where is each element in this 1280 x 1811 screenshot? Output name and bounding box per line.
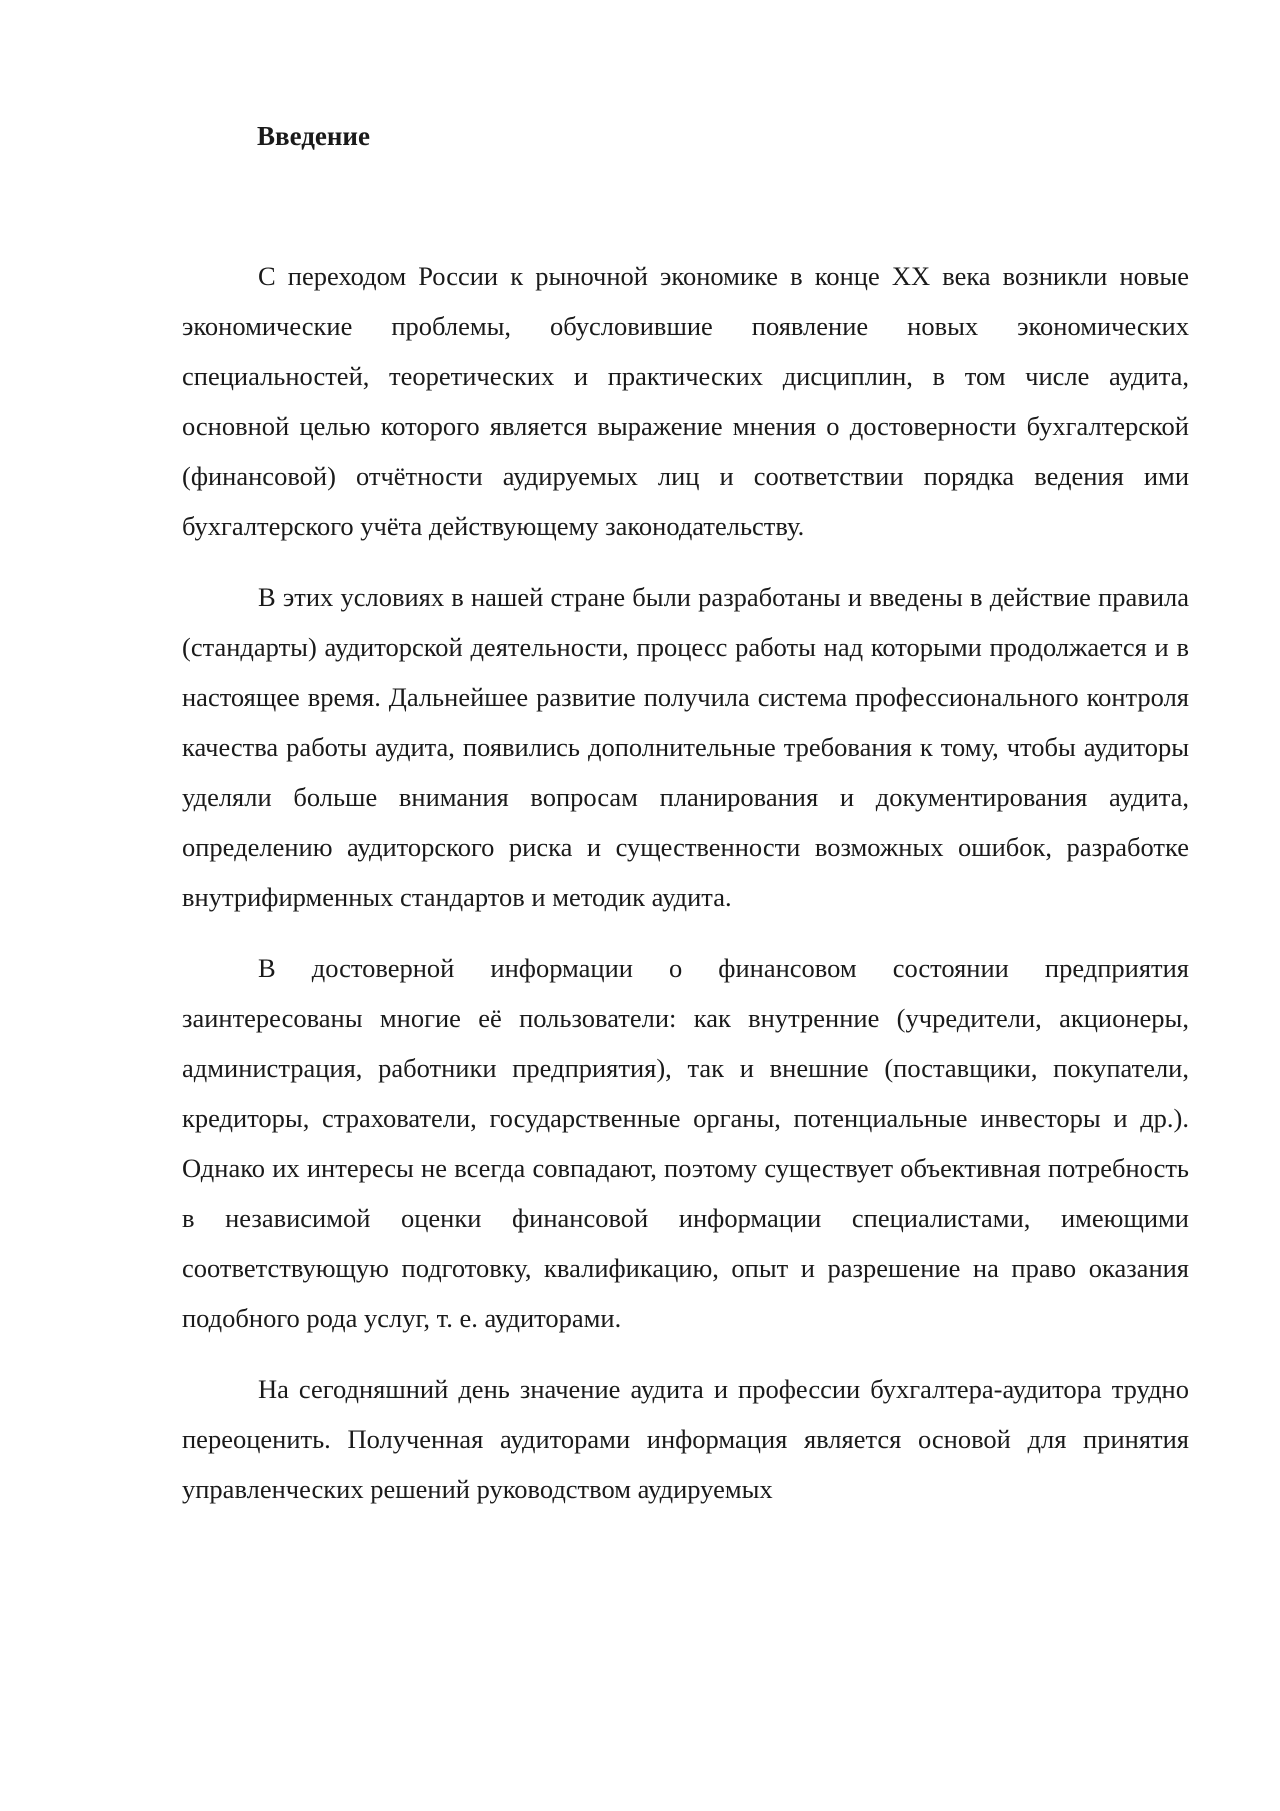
paragraph: С переходом России к рыночной экономике в конце XX века возникли новые экономические проблемы, обусловившие появление новых экономических специальностей, теоретических и практических дисциплин, в том числе аудита, основной целью которого является выражение мнения о достоверности бухгалтерской (финансовой) отчётности аудируемых лиц и соответствии порядка ведения ими бухгалтерского учёта действующему законодательству. xyxy=(182,261,1189,541)
section-heading: Введение xyxy=(257,121,370,151)
paragraph: В этих условиях в нашей стране были разработаны и введены в действие правила (стандарты) аудиторской деятельности, процесс работы над которыми продолжается и в настоящее время. Дальнейшее развитие получила система профессионального контроля качества работы аудита, появились дополнительные требования к тому, чтобы аудиторы уделяли больше внимания вопросам планирования и документирования аудита, определению аудиторского риска и существенности возможных ошибок, разработке внутрифирменных стандартов и методик аудита. xyxy=(182,582,1189,912)
body-text xyxy=(182,251,1189,1535)
paragraph: На сегодняшний день значение аудита и профессии бухгалтера-аудитора трудно переоценить. Полученная аудиторами информация является основой для принятия управленческих решений руководством аудируемых xyxy=(182,1374,1189,1504)
paragraph: В достоверной информации о финансовом состоянии предприятия заинтересованы многие её пользователи: как внутренние (учредители, акционеры, администрация, работники предприятия), так и внешние (поставщики, покупатели, кредиторы, страхователи, государственные органы, потенциальные инвесторы и др.). Однако их интересы не всегда совпадают, поэтому существует объективная потребность в независимой оценки финансовой информации специалистами, имеющими соответствующую подготовку, квалификацию, опыт и разрешение на право оказания подобного рода услуг, т. е. аудиторами. xyxy=(182,953,1189,1333)
